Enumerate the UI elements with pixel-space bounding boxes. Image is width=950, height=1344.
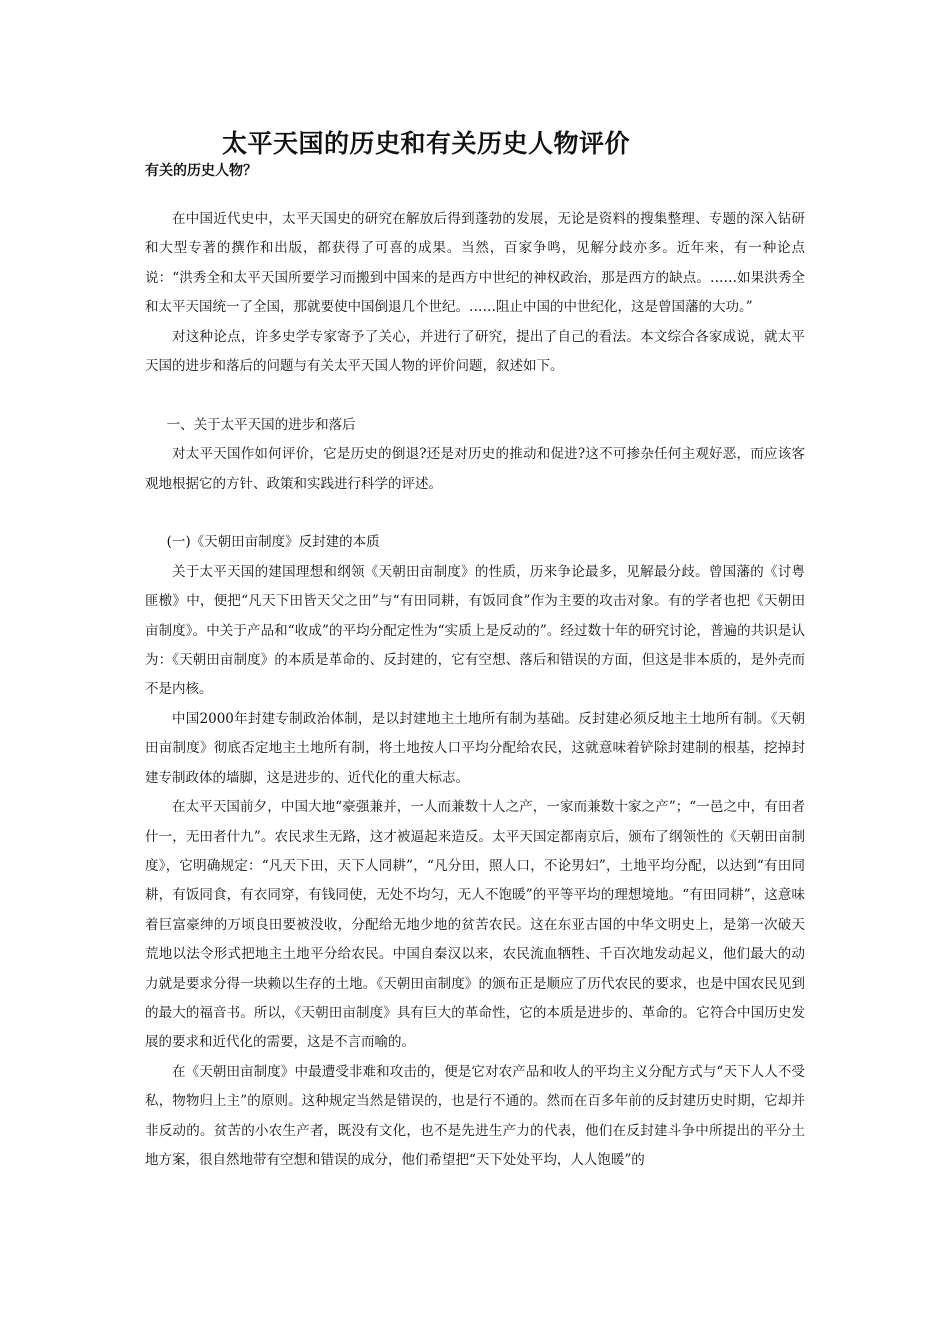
subsection-heading: (一)《天朝田亩制度》反封建的本质	[166, 534, 380, 551]
document-title: 太平天国的历史和有关历史人物评价	[222, 129, 631, 158]
document-body	[145, 205, 805, 1175]
paragraph: 对太平天国作如何评价，它是历史的倒退?还是对历史的推动和促进?这不可掺杂任何主观好恶，而应该客观地根据它的方针、政策和实践进行科学的评述。	[145, 446, 805, 492]
paragraph: 在太平天国前夕，中国大地“豪强兼并，一人而兼数十人之产，一家而兼数十家之产”；“一邑之中，有田者什一，无田者什九”。农民求生无路，这才被逼起来造反。太平天国定都南京后，颁布了纲领性的《天朝田亩制度》，它明确规定：“凡天下田，天下人同耕”，“凡分田，照人口，不论男妇”，土地平均分配，以达到“有田同耕，有饭同食，有衣同穿，有钱同使，无处不均匀，无人不饱暖”的平等平均的理想境地。“有田同耕”，这意味着巨富豪绅的万顷良田要被没收，分配给无地少地的贫苦农民。这在东亚古国的中华文明史上，是第一次破天荒地以法令形式把地主土地平分给农民。中国自秦汉以来，农民流血牺牲、千百次地发动起义，他们最大的动力就是要求分得一块赖以生存的土地。《天朝田亩制度》的颁布正是顺应了历代农民的要求，也是中国农民见到的最大的福音书。所以，《天朝田亩制度》具有巨大的革命性，它的本质是进步的、革命的。它符合中国历史发展的要求和近代化的需要，这是不言而喻的。	[145, 799, 805, 1051]
section-heading: 一、关于太平天国的进步和落后	[166, 416, 356, 433]
paragraph: 在《天朝田亩制度》中最遭受非难和攻击的，便是它对农产品和收人的平均主义分配方式与“天下人人不受私，物物归上主”的原则。这种规定当然是错误的，也是行不通的。然而在百多年前的反封建历史时期，它却并非反动的。贫苦的小农生产者，既没有文化，也不是先进生产力的代表，他们在反封建斗争中所提出的平分土地方案，很自然地带有空想和错误的成分，他们希望把“天下处处平均，人人饱暖”的	[145, 1063, 805, 1168]
paragraph: 中国2000年封建专制政治体制，是以封建地主土地所有制为基础。反封建必须反地主土地所有制。《天朝田亩制度》彻底否定地主土地所有制，将土地按人口平均分配给农民，这就意味着铲除封建制的根基，挖掉封建专制政体的墙脚，这是进步的、近代化的重大标志。	[145, 710, 805, 786]
document-subtitle: 有关的历史人物？	[145, 163, 257, 179]
paragraph: 对这种论点，许多史学专家寄予了关心，并进行了研究，提出了自己的看法。本文综合各家成说，就太平天国的进步和落后的问题与有关太平天国人物的评价问题，叙述如下。	[145, 328, 805, 375]
paragraph: 关于太平天国的建国理想和纲领《天朝田亩制度》的性质，历来争论最多，见解最分歧。曾国藩的《讨粤匪檄》中，便把“凡天下田皆天父之田”与“有田同耕，有饭同食”作为主要的攻击对象。有的学者也把《天朝田亩制度》。中关于产品和“收成”的平均分配定性为“实质上是反动的”。经过数十年的研究讨论，普遍的共识是认为：《天朝田亩制度》的本质是革命的、反封建的，它有空想、落后和错误的方面，但这是非本质的，是外壳而不是内核。	[145, 563, 805, 698]
paragraph: 在中国近代史中，太平天国史的研究在解放后得到蓬勃的发展，无论是资料的搜集整理、专题的深入钻研和大型专著的撰作和出版，都获得了可喜的成果。当然，百家争鸣，见解分歧亦多。近年来，有一种论点说：“洪秀全和太平天国所要学习而搬到中国来的是西方中世纪的神权政治，那是西方的缺点。……如果洪秀全和太平天国统一了全国，那就要使中国倒退几个世纪。……阻止中国的中世纪化，这是曾国藩的大功。”	[145, 211, 805, 316]
